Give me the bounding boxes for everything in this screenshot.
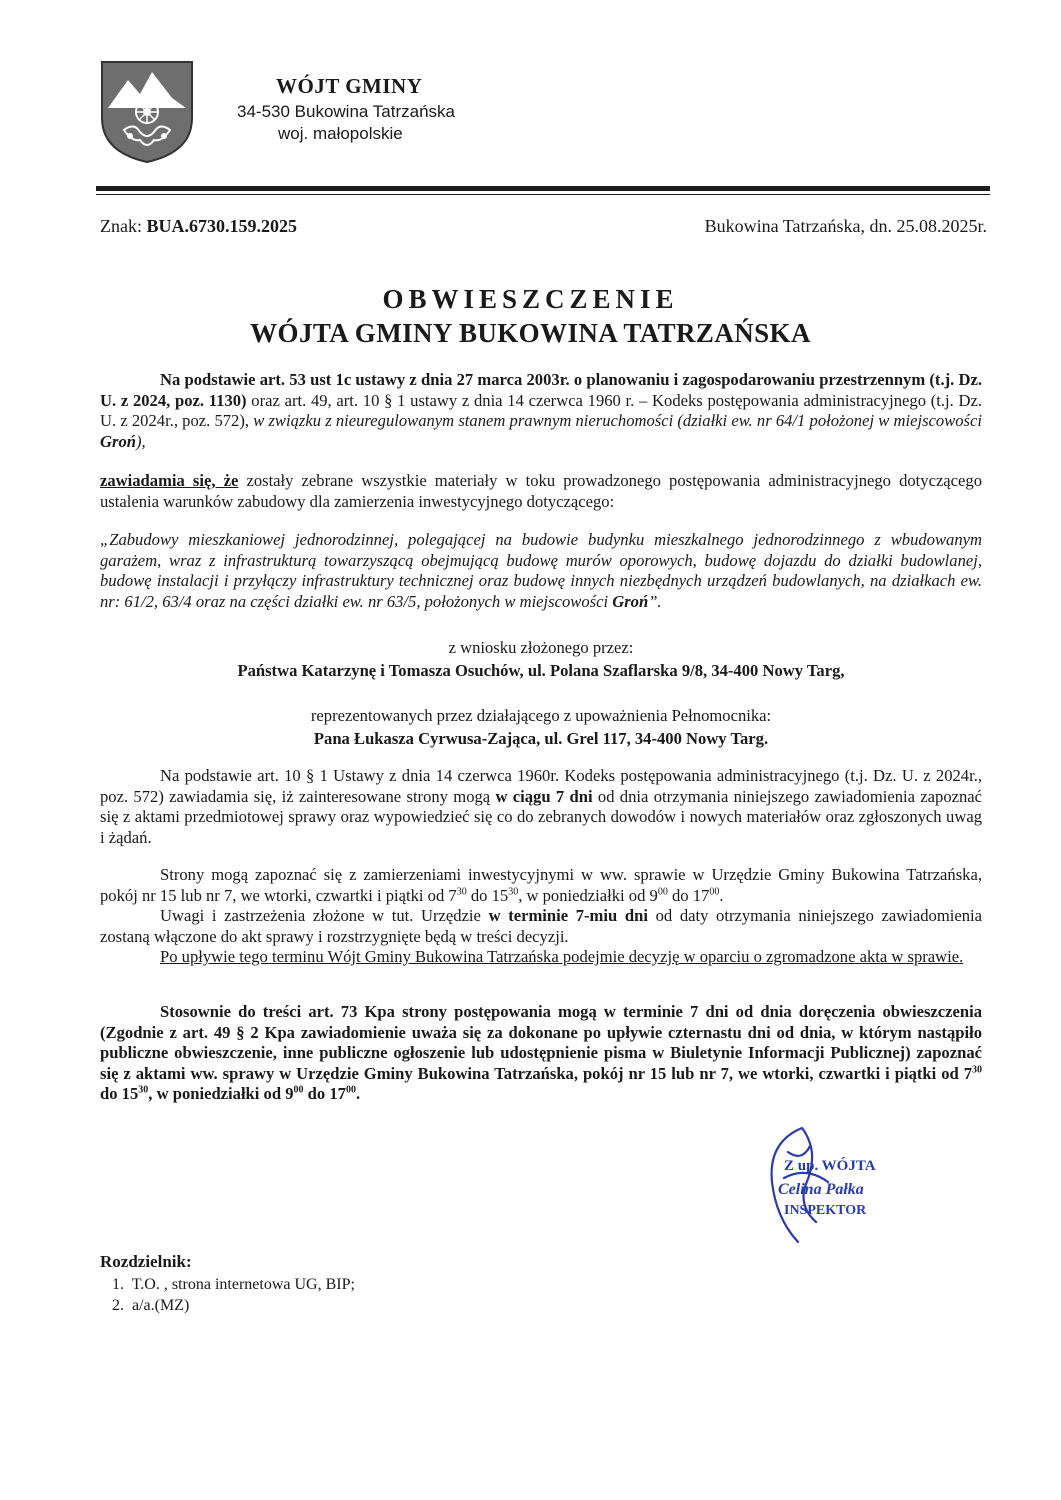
art73-text: do 17 [303,1084,346,1104]
inspection-deadline: w ciągu 7 dni [495,786,593,806]
header-rule [96,186,990,191]
coat-of-arms-emblem [100,60,194,164]
comments-paragraph [100,906,982,947]
reference-number: BUA.6730.159.2025 [146,216,298,236]
distribution-item [112,1297,189,1315]
investment-locality: Groń [612,591,649,611]
investment-end: ”. [648,591,662,611]
case-reference [100,216,297,237]
hours-text: do 15 [466,885,509,905]
art73-text: , w poniedziałki od 9 [148,1084,294,1104]
art73-sup: 30 [138,1084,149,1096]
document-subtitle: WÓJTA GMINY BUKOWINA TATRZAŃSKA [250,318,811,348]
applicant-intro: z wniosku złożonego przez: [448,638,634,657]
legal-basis-italic-end: ), [135,431,146,451]
header-rule-thin [96,194,990,195]
hours-sup: 00 [657,886,668,898]
art73-text: do 15 [100,1084,139,1104]
art73-paragraph [100,1002,982,1105]
notification-lead: zawiadamia się, że [100,471,239,490]
inspection-text: Na podstawie art. 10 § 1 Ustawy z dnia 14 czerwca 1960r. Kodeks postępowania administracyjnego (t.j. Dz. U. z 2024r., poz. 572) zawiadamia się, iż zainteresowane strony mogą [100,766,982,806]
item-number: 1. [112,1276,124,1293]
legal-basis-paragraph [100,370,982,452]
legal-basis-text: oraz art. 49, art. 10 § 1 ustawy z dnia 14 czerwca 1960 r. – Kodeks postępowania administracyjnego (t.j. Dz. U. z 2024r., poz. 572), [100,390,983,431]
item-text: T.O. , strona internetowa UG, BIP; [131,1276,355,1293]
art73-sup: 00 [345,1084,356,1096]
hours-sup: 30 [456,886,467,898]
representative-intro: reprezentowanych przez działającego z upoważnienia Pełnomocnika: [310,706,772,725]
office-title: WÓJT GMINY [276,74,423,98]
art73-sup: 30 [972,1064,982,1076]
hours-text: Strony mogą zapoznać się z zamierzeniami inwestycyjnymi w ww. sprawie w Urzędzie Gminy Bukowina Tatrzańska, pokój nr 15 lub nr 7, we wtorki, czwartki i piątki od 7 [100,865,982,905]
item-number: 2. [112,1297,124,1314]
stamp-line-3: INSPEKTOR [784,1203,867,1218]
art73-text: Stosownie do treści art. 73 Kpa strony postępowania mogą w terminie 7 dni od dnia doręczenia obwieszczenia (Zgodnie z art. 49 § 2 Kpa zawiadomienie uważa się za dokonane po upływie czternastu dni od dnia, w którym nastąpiło publiczne obwieszczenie, inne publiczne ogłoszenie lub udostępnienie pisma w Biuletynie Informacji Publicznej) zapoznać się z aktami ww. sprawy w Urzędzie Gminy Bukowina Tatrzańska, pokój nr 15 lub nr 7, we wtorki, czwartki i piątki od 7 [100,1002,982,1083]
stamp-line-2: Celina Pałka [778,1181,864,1198]
distribution-heading: Rozdzielnik: [100,1252,192,1271]
comments-deadline: w terminie 7-miu dni [488,906,648,925]
stamp-line-1: Z up. WÓJTA [784,1158,876,1174]
inspection-rights-paragraph [100,766,982,848]
representative-name: Pana Łukasza Cyrwusa-Zająca, ul. Grel 117, 34-400 Nowy Targ. [313,729,769,748]
reference-label: Znak: [100,216,142,236]
decision-paragraph [100,947,982,968]
distribution-item [112,1276,355,1294]
comments-text-end: od daty otrzymania niniejszego zawiadomienia zostaną włączone do akt sprawy i rozstrzygnięte będą w treści decyzji. [100,906,982,946]
office-hours-paragraph [100,865,982,906]
hours-text: do 17 [667,885,710,905]
comments-text: Uwagi i zastrzeżenia złożone w tut. Urzędzie [160,906,489,925]
investment-text: „Zabudowy mieszkaniowej jednorodzinnej, polegającej na budowie budynku mieszkalnego jednorodzinnego z wbudowanym garażem, wraz z infrastrukturą towarzyszącą obejmującą budowę murów oporowych, budowę dojazdu do działki budowlanej, budowę instalacji i przyłączy infrastruktury technicznej oraz budowę innych niezbędnych urządzeń budowlanych, na działkach ew. nr: 61/2, 63/4 oraz na części działki ew. nr 63/5, położonych w miejscowości [100,530,982,611]
applicant-name: Państwa Katarzynę i Tomasza Osuchów, ul. Polana Szaflarska 9/8, 34-400 Nowy Targ, [237,661,845,680]
art73-text: . [355,1084,361,1104]
investment-description [100,530,982,612]
office-address: 34-530 Bukowina Tatrzańska [237,102,455,121]
notification-text: zostały zebrane wszystkie materiały w toku prowadzonego postępowania administracyjnego dotyczącego ustalenia warunków zabudowy dla zamierzenia inwestycyjnego dotyczącego: [100,471,982,511]
document-title: OBWIESZCZENIE [382,284,679,314]
notification-paragraph [100,471,982,512]
legal-basis-bold: Na podstawie art. 53 ust 1c ustawy z dnia 27 marca 2003r. o planowaniu i zagospodarowaniu przestrzennym (t.j. Dz. U. z 2024, poz. 1130) [100,370,982,410]
item-text: a/a.(MZ) [132,1297,190,1314]
hours-sup: 30 [508,886,519,898]
hours-text: , w poniedziałki od 9 [518,885,658,905]
locality-name: Groń [100,431,136,451]
inspection-text-end: od dnia otrzymania niniejszego zawiadomienia zapoznać się z aktami przedmiotowej sprawy oraz wypowiedzieć się co do zebranych dowodów i nowych materiałów oraz zgłoszonych uwag i żądań. [100,786,983,847]
office-region: woj. małopolskie [278,124,403,143]
decision-text: Po upływie tego terminu Wójt Gminy Bukowina Tatrzańska podejmie decyzję w oparciu o zgromadzone akta w sprawie. [160,947,964,966]
legal-basis-italic: w związku z nieuregulowanym stanem prawnym nieruchomości (działki ew. nr 64/1 położonej w miejscowości [253,411,982,431]
hours-sup: 00 [709,886,720,898]
place-date: Bukowina Tatrzańska, dn. 25.08.2025r. [704,216,987,236]
art73-sup: 00 [293,1084,304,1096]
hours-text: . [719,885,724,905]
